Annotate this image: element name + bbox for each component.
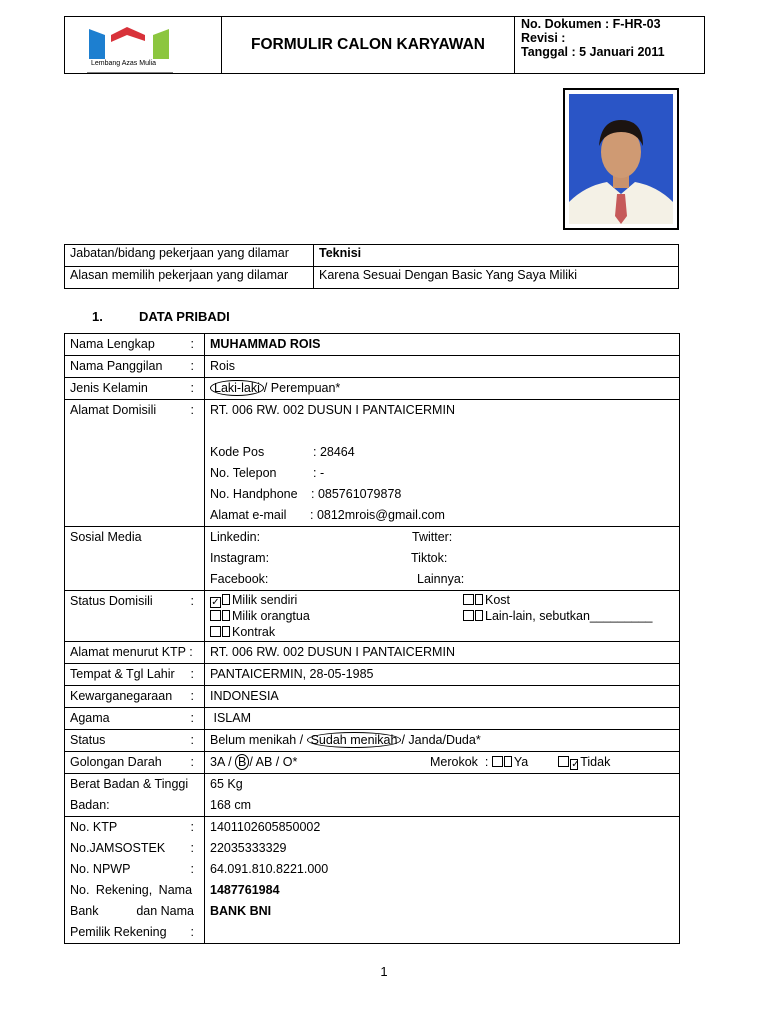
checkbox-icon	[210, 626, 221, 637]
blood-cell: 3A / B / AB / O* Merokok : Ya ✓Tidak	[205, 752, 680, 774]
reason-label: Alasan memilih pekerjaan yang dilamar	[65, 267, 314, 289]
table-row: Tempat & Tgl Lahir : PANTAICERMIN, 28-05-1985	[65, 664, 680, 686]
tiktok-label: Tiktok:	[411, 551, 448, 565]
personal-data-table	[64, 333, 680, 944]
table-row: Alamat Domisili : RT. 006 RW. 002 DUSUN I PANTAICERMIN Kode Pos : 28464 No. Telepon : - No. Handphone : 085761079878 Alamat e-mail : 0812mrois@gmail.com	[65, 400, 680, 527]
social-label: Sosial Media	[70, 530, 142, 544]
address-label: Alamat Domisili	[70, 403, 157, 417]
checkbox-icon	[463, 594, 474, 605]
page-number: 1	[380, 964, 388, 979]
blood-label: Golongan Darah	[70, 755, 162, 769]
marital-value	[205, 730, 680, 752]
bank-value: BANK BNI	[210, 904, 272, 918]
gender-selected: Laki-laki	[210, 380, 264, 396]
table-row	[65, 527, 680, 591]
position-value: Teknisi	[314, 245, 679, 267]
nickname-value: Rois	[205, 356, 680, 378]
company-name: Lembang Azas Mulia	[91, 60, 156, 67]
table-row	[65, 245, 679, 267]
residence-label: Status Domisili	[70, 594, 153, 608]
id-labels-cell: No. KTP : No.JAMSOSTEK : No. NPWP : No. Rekening, Nama Bank dan Nama Pemilik Rekening :	[65, 817, 205, 944]
smoke-no-label: Tidak	[580, 755, 611, 769]
religion-value: ISLAM	[205, 708, 680, 730]
others-label: Lainnya:	[417, 572, 465, 586]
npwp-value: 64.091.810.8221.000	[210, 862, 329, 876]
gender-other: / Perempuan*	[263, 381, 341, 395]
social-cell	[205, 527, 680, 591]
position-label: Jabatan/bidang pekerjaan yang dilamar	[65, 245, 314, 267]
account-label: No. Rekening, Nama	[70, 883, 193, 897]
checkbox-icon	[210, 610, 221, 621]
table-row: Nama Panggilan : Rois	[65, 356, 680, 378]
document-meta	[521, 17, 665, 59]
table-row	[65, 267, 679, 289]
marital-other: / Janda/Duda*	[401, 733, 481, 747]
document-header	[64, 16, 705, 74]
facebook-label: Facebook:	[210, 572, 269, 586]
marital-label: Status	[70, 733, 106, 747]
birth-label: Tempat & Tgl Lahir	[70, 667, 175, 681]
account-value: 1487761984	[210, 883, 280, 897]
ktp-label: No. KTP	[70, 820, 118, 834]
table-row	[65, 774, 680, 817]
residence-cell	[205, 591, 680, 642]
account-owner-label: Pemilik Rekening	[70, 925, 167, 939]
gender-value	[205, 378, 680, 400]
doc-date: Tanggal : 5 Januari 2011	[521, 45, 665, 59]
smoke-yes-label: Ya	[513, 755, 529, 769]
weight-cell	[205, 774, 680, 817]
blood-selected: B	[235, 754, 249, 770]
res-own-label: Milik sendiri	[232, 593, 298, 607]
marital-selected: Sudah menikah	[307, 732, 402, 748]
res-parents-label: Milik orangtua	[232, 609, 310, 623]
weight-label: Berat Badan & Tinggi	[70, 777, 189, 791]
smoke-label: Merokok	[430, 755, 478, 769]
res-kost-label: Kost	[485, 593, 511, 607]
jamsostek-label: No.JAMSOSTEK	[70, 841, 166, 855]
ktp-value: 1401102605850002	[210, 820, 321, 834]
table-row: Agama : ISLAM	[65, 708, 680, 730]
gender-label: Jenis Kelamin	[70, 381, 148, 395]
checkbox-icon	[463, 610, 474, 621]
full-name-label: Nama Lengkap	[70, 337, 155, 351]
postal-label: Kode Pos	[210, 445, 265, 459]
mobile-label: No. Handphone	[210, 487, 298, 501]
reason-value: Karena Sesuai Dengan Basic Yang Saya Miliki	[314, 267, 679, 289]
linkedin-label: Linkedin:	[210, 530, 261, 544]
weight-value: 65 Kg	[210, 777, 243, 791]
marital-single: Belum menikah /	[210, 733, 304, 747]
table-row: Kewarganegaraan : INDONESIA	[65, 686, 680, 708]
checkbox-icon	[475, 610, 483, 621]
table-row: Status Domisili : ✓ Milik sendiri Kost Milik orangtua Lain-lain, sebutkan_________ Kontrak	[65, 591, 680, 642]
jamsostek-value: 22035333329	[210, 841, 287, 855]
twitter-label: Twitter:	[412, 530, 453, 544]
birth-value: PANTAICERMIN, 28-05-1985	[205, 664, 680, 686]
company-logo	[65, 17, 222, 73]
phone-value: : -	[313, 466, 325, 480]
res-rent-label: Kontrak	[232, 625, 276, 639]
full-name-value: MUHAMMAD ROIS	[205, 334, 680, 356]
account-label-2b: dan Nama	[136, 904, 194, 918]
email-label: Alamat e-mail	[210, 508, 287, 522]
applicant-photo	[563, 88, 679, 230]
nationality-label: Kewarganegaraan	[70, 689, 173, 703]
address-cell	[205, 400, 680, 527]
table-row: Status : Belum menikah / Sudah menikah / Janda/Duda*	[65, 730, 680, 752]
job-application-table	[64, 244, 679, 289]
checkbox-checked-icon: ✓	[571, 759, 580, 770]
nationality-value: INDONESIA	[205, 686, 680, 708]
checkbox-checked-icon: ✓	[211, 597, 220, 608]
instagram-label: Instagram:	[210, 551, 270, 565]
checkbox-icon	[222, 626, 230, 637]
religion-label: Agama	[70, 711, 110, 725]
nickname-label: Nama Panggilan	[70, 359, 163, 373]
ktp-address-value: RT. 006 RW. 002 DUSUN I PANTAICERMIN	[205, 642, 680, 664]
table-row: Nama Lengkap : MUHAMMAD ROIS	[65, 334, 680, 356]
checkbox-icon	[222, 594, 230, 605]
checkbox-icon	[492, 756, 503, 767]
checkbox-icon	[475, 594, 483, 605]
weight-label-2: Badan:	[70, 798, 110, 812]
table-row	[65, 817, 680, 944]
blood-a: 3A /	[210, 755, 232, 769]
section-title: DATA PRIBADI	[139, 309, 230, 324]
section-heading	[92, 309, 230, 324]
ktp-address-label: Alamat menurut KTP :	[70, 645, 193, 659]
checkbox-icon	[504, 756, 512, 767]
res-other-label: Lain-lain, sebutkan_________	[485, 609, 653, 623]
checkbox-icon	[558, 756, 569, 767]
table-row: Jenis Kelamin : Laki-laki / Perempuan*	[65, 378, 680, 400]
account-label-2a: Bank	[70, 904, 99, 918]
address-value: RT. 006 RW. 002 DUSUN I PANTAICERMIN	[210, 403, 455, 417]
email-value: : 0812mrois@gmail.com	[310, 508, 445, 522]
height-value: 168 cm	[210, 798, 251, 812]
mobile-value: : 085761079878	[311, 487, 402, 501]
table-row: Golongan Darah : 3A / B / AB / O* Merokok : Ya ✓Tidak	[65, 752, 680, 774]
checkbox-icon	[222, 610, 230, 621]
phone-label: No. Telepon	[210, 466, 277, 480]
table-row	[65, 642, 680, 664]
npwp-label: No. NPWP	[70, 862, 131, 876]
blood-other: / AB / O*	[249, 755, 298, 769]
revision: Revisi :	[521, 31, 566, 45]
section-number: 1.	[92, 309, 103, 324]
postal-value: : 28464	[313, 445, 355, 459]
form-title: FORMULIR CALON KARYAWAN	[222, 17, 515, 73]
id-values-cell	[205, 817, 680, 944]
doc-number: No. Dokumen : F-HR-03	[521, 17, 661, 31]
